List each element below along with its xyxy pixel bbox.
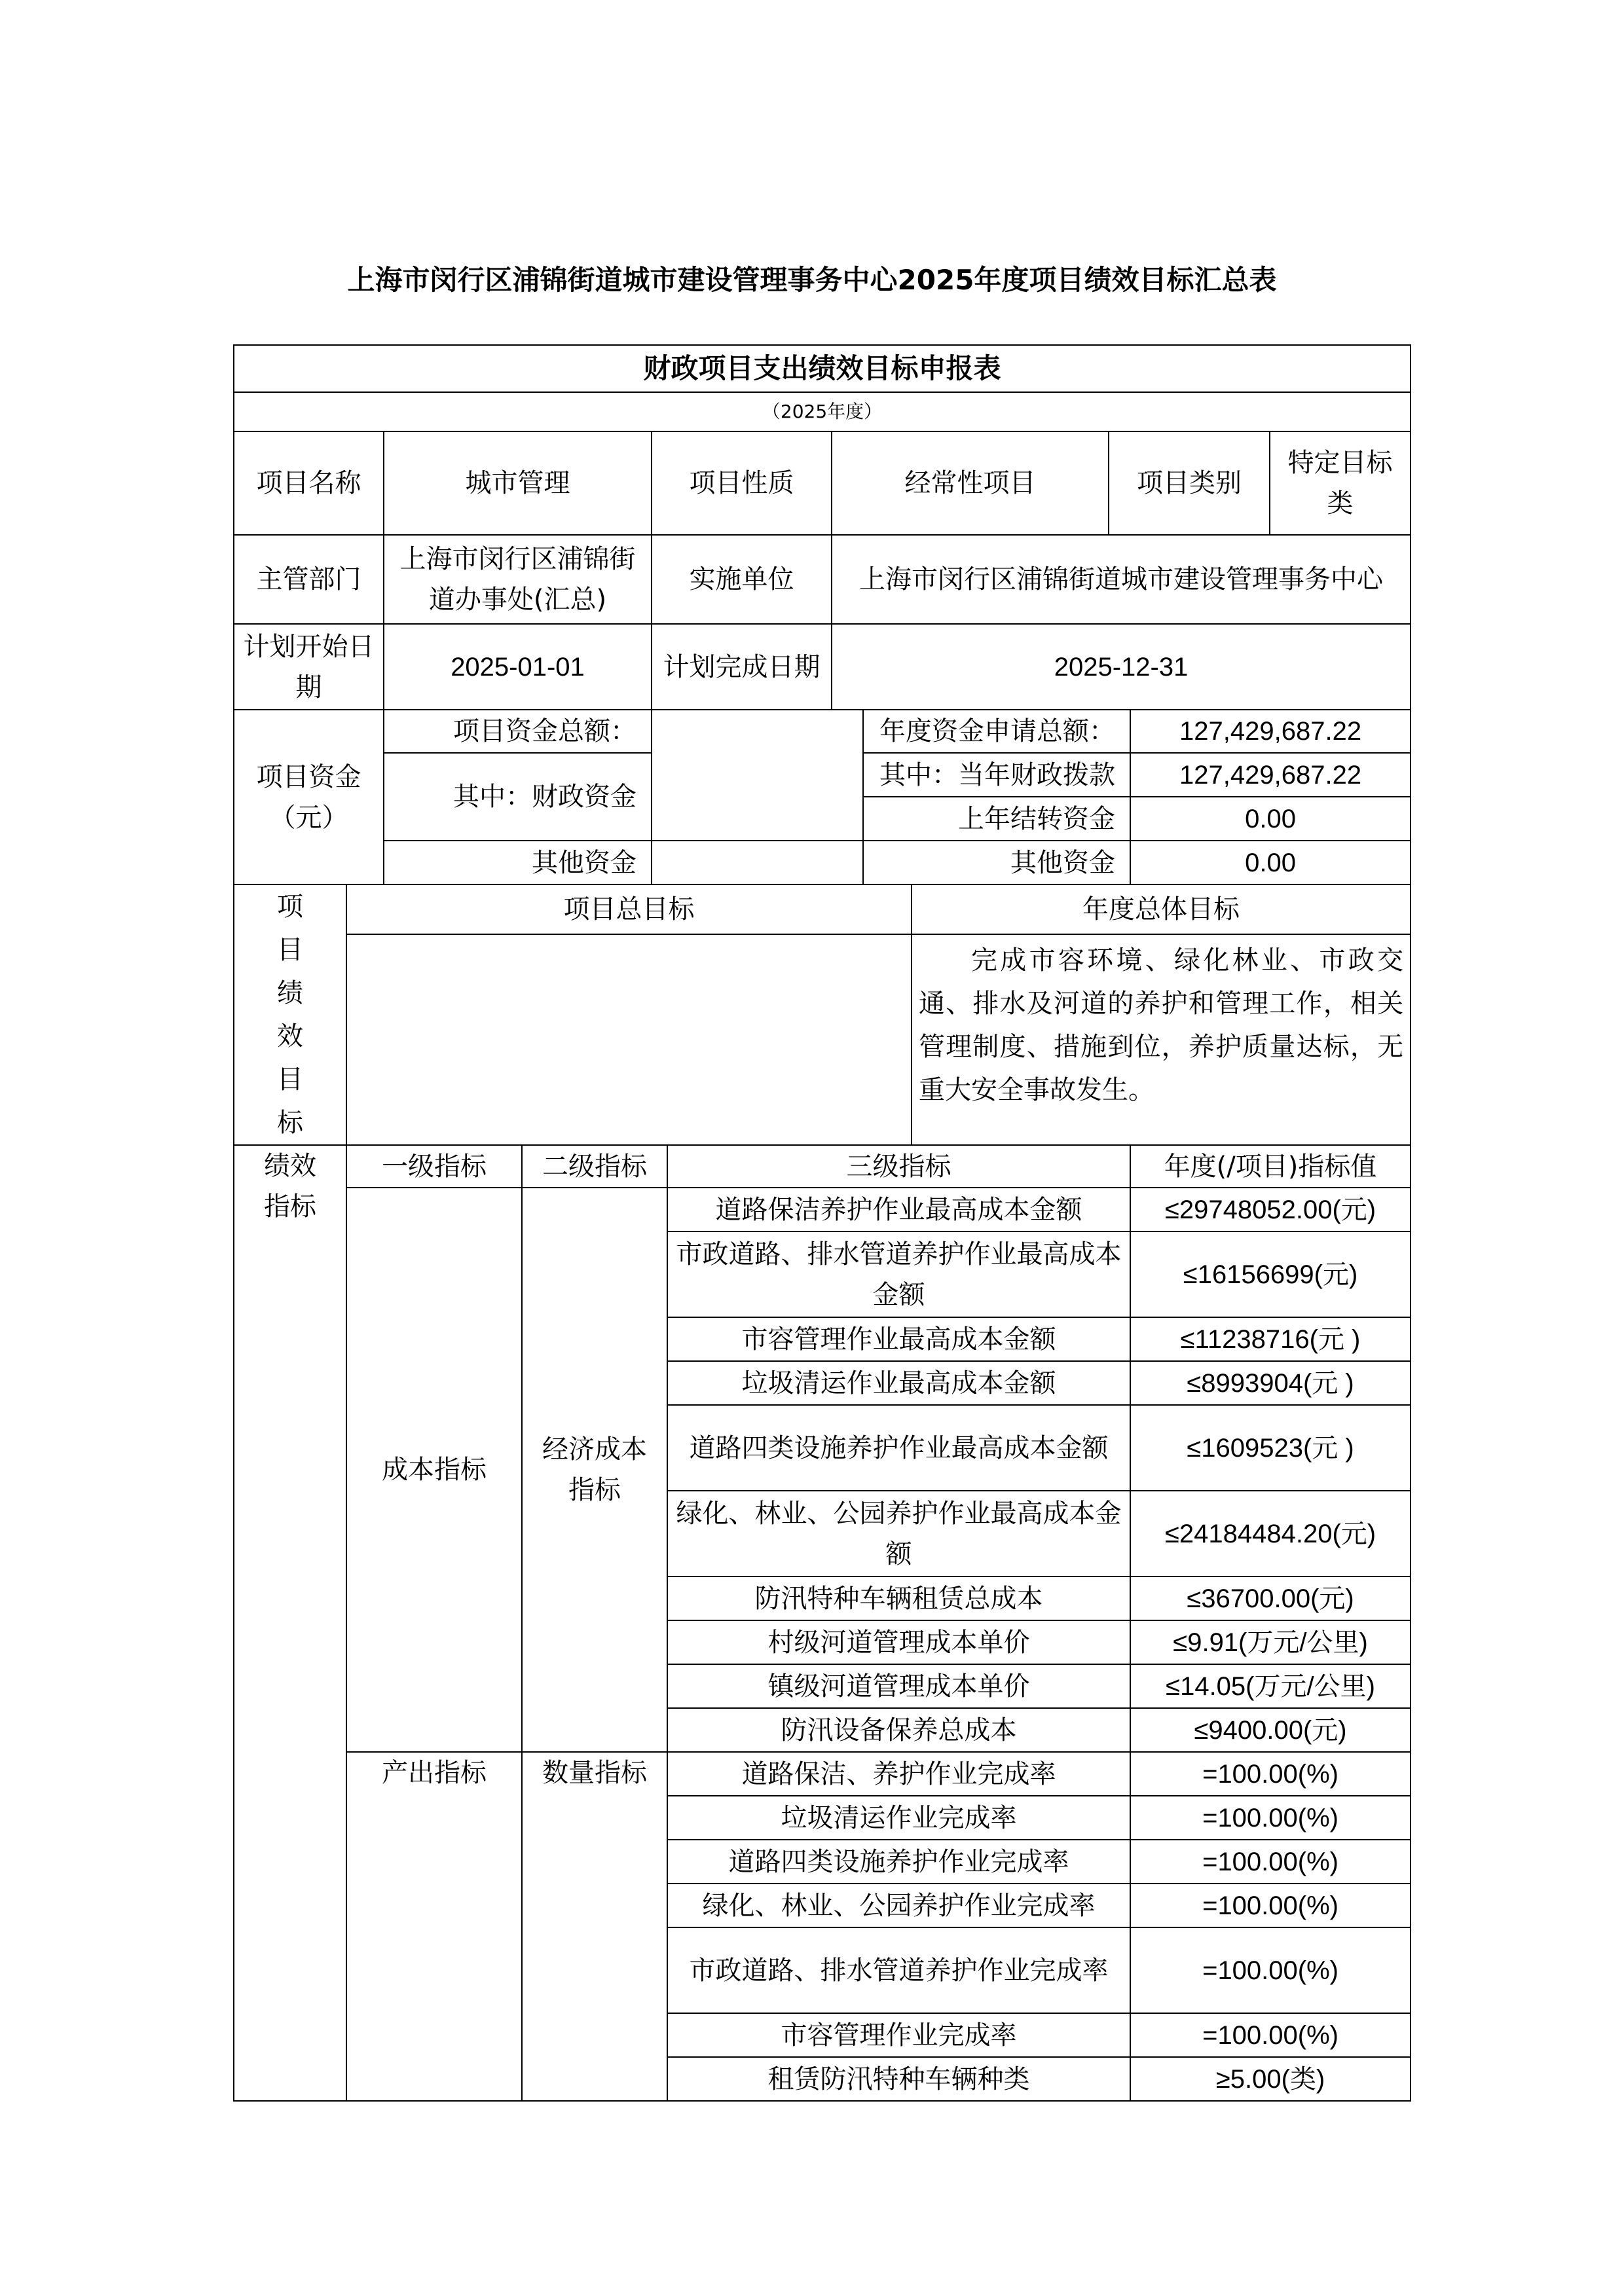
- table-title: 财政项目支出绩效目标申报表: [234, 345, 1411, 392]
- cost-indicator-value: ≤9400.00(元): [1130, 1708, 1411, 1752]
- output-indicator-value: =100.00(%): [1130, 1884, 1411, 1927]
- output-indicator-value: =100.00(%): [1130, 1752, 1411, 1796]
- cost-indicator-value: ≤1609523(元 ): [1130, 1405, 1411, 1491]
- cost-indicator-name: 防汛特种车辆租赁总成本: [667, 1576, 1130, 1620]
- header-level2: 二级指标: [522, 1145, 667, 1188]
- project-name-label: 项目名称: [234, 431, 384, 535]
- document-title: 上海市闵行区浦锦街道城市建设管理事务中心2025年度项目绩效目标汇总表: [347, 264, 1277, 296]
- output-level1: 产出指标: [346, 1752, 522, 2101]
- cost-indicator-name: 镇级河道管理成本单价: [667, 1664, 1130, 1708]
- output-indicator-name: 道路保洁、养护作业完成率: [667, 1752, 1130, 1796]
- output-indicator-value: ≥5.00(类): [1130, 2057, 1411, 2101]
- annual-total-value: 127,429,687.22: [1130, 710, 1411, 753]
- output-indicator-value: =100.00(%): [1130, 2013, 1411, 2057]
- output-indicator-value: =100.00(%): [1130, 1927, 1411, 2013]
- cost-level1: 成本指标: [346, 1188, 522, 1752]
- cost-level2: [522, 1188, 667, 1752]
- project-funds-label: 项目资金（元）: [234, 710, 384, 884]
- annual-goal-header: 年度总体目标: [912, 884, 1411, 934]
- implementing-unit-value: 上海市闵行区浦锦街道城市建设管理事务中心: [832, 535, 1411, 624]
- project-nature-label: 项目性质: [652, 431, 832, 535]
- carryover-funds-label: 上年结转资金: [863, 797, 1130, 841]
- cost-indicator-value: ≤8993904(元 ): [1130, 1361, 1411, 1405]
- start-date-label: 计划开始日期: [234, 624, 384, 710]
- carryover-funds-value: 0.00: [1130, 797, 1411, 841]
- year-note: （2025年度）: [234, 392, 1411, 431]
- fiscal-funds-label: 其中：财政资金: [384, 753, 652, 841]
- end-date-label: 计划完成日期: [652, 624, 832, 710]
- supervising-dept-label: 主管部门: [234, 535, 384, 624]
- overall-goal-header: 项目总目标: [346, 884, 912, 934]
- output-indicator-name: 市政道路、排水管道养护作业完成率: [667, 1927, 1130, 2013]
- cost-indicator-value: ≤9.91(万元/公里): [1130, 1620, 1411, 1664]
- cost-level2-text: 经济成本指标: [542, 1434, 647, 1505]
- cost-indicator-name: 村级河道管理成本单价: [667, 1620, 1130, 1664]
- total-funds-label: 项目资金总额：: [384, 710, 652, 753]
- cost-indicator-value: ≤14.05(万元/公里): [1130, 1664, 1411, 1708]
- cost-indicator-name: 垃圾清运作业最高成本金额: [667, 1361, 1130, 1405]
- output-indicator-name: 道路四类设施养护作业完成率: [667, 1840, 1130, 1884]
- output-indicator-name: 垃圾清运作业完成率: [667, 1796, 1130, 1840]
- start-date-value: 2025-01-01: [384, 624, 652, 710]
- performance-goals-label: [234, 884, 346, 1145]
- cost-indicator-name: 绿化、林业、公园养护作业最高成本金额: [667, 1491, 1130, 1576]
- header-level3: 三级指标: [667, 1145, 1130, 1188]
- indicators-label: [234, 1145, 346, 2101]
- project-type-value: 特定目标类: [1270, 431, 1411, 535]
- end-date-value: 2025-12-31: [832, 624, 1411, 710]
- cost-indicator-name: 道路保洁养护作业最高成本金额: [667, 1188, 1130, 1231]
- performance-target-table: [233, 344, 1411, 2102]
- cost-indicator-value: ≤11238716(元 ): [1130, 1317, 1411, 1361]
- cost-indicator-name: 防汛设备保养总成本: [667, 1708, 1130, 1752]
- output-indicator-value: =100.00(%): [1130, 1840, 1411, 1884]
- annual-other-funds-label: 其他资金: [863, 841, 1130, 884]
- performance-goals-text: 项目绩效目标: [277, 892, 303, 1138]
- current-allocation-value: 127,429,687.22: [1130, 753, 1411, 797]
- project-type-label: 项目类别: [1109, 431, 1270, 535]
- cost-indicator-value: ≤29748052.00(元): [1130, 1188, 1411, 1231]
- cost-indicator-name: 市政道路、排水管道养护作业最高成本金额: [667, 1231, 1130, 1317]
- output-indicator-name: 绿化、林业、公园养护作业完成率: [667, 1884, 1130, 1927]
- output-indicator-row: [234, 1752, 1411, 1796]
- project-name-value: 城市管理: [384, 431, 652, 535]
- project-nature-value: 经常性项目: [832, 431, 1109, 535]
- cost-indicator-row: [234, 1188, 1411, 1231]
- cost-indicator-value: ≤36700.00(元): [1130, 1576, 1411, 1620]
- annual-other-funds-value: 0.00: [1130, 841, 1411, 884]
- indicators-label-text: 绩效指标: [264, 1151, 316, 1222]
- output-indicator-name: 市容管理作业完成率: [667, 2013, 1130, 2057]
- header-target-value: 年度(/项目)指标值: [1130, 1145, 1411, 1188]
- cost-indicator-name: 道路四类设施养护作业最高成本金额: [667, 1405, 1130, 1491]
- other-funds-label: 其他资金: [384, 841, 652, 884]
- cost-indicator-value: ≤24184484.20(元): [1130, 1491, 1411, 1576]
- annual-total-label: 年度资金申请总额：: [863, 710, 1130, 753]
- cost-indicator-name: 市容管理作业最高成本金额: [667, 1317, 1130, 1361]
- output-indicator-value: =100.00(%): [1130, 1796, 1411, 1840]
- cost-indicator-value: ≤16156699(元): [1130, 1231, 1411, 1317]
- overall-goal-text: [346, 934, 912, 1145]
- current-allocation-label: 其中：当年财政拨款: [863, 753, 1130, 797]
- supervising-dept-value: 上海市闵行区浦锦街道办事处(汇总): [384, 535, 652, 624]
- other-funds-value: [652, 841, 863, 884]
- header-level1: 一级指标: [346, 1145, 522, 1188]
- annual-goal-text: 完成市容环境、绿化林业、市政交通、排水及河道的养护和管理工作，相关管理制度、措施到位，养护质量达标，无重大安全事故发生。: [919, 945, 1404, 1106]
- output-indicator-name: 租赁防汛特种车辆种类: [667, 2057, 1130, 2101]
- output-level2: 数量指标: [522, 1752, 667, 2101]
- implementing-unit-label: 实施单位: [652, 535, 832, 624]
- total-funds-value: [652, 710, 863, 841]
- annual-goal-cell: [912, 934, 1411, 1145]
